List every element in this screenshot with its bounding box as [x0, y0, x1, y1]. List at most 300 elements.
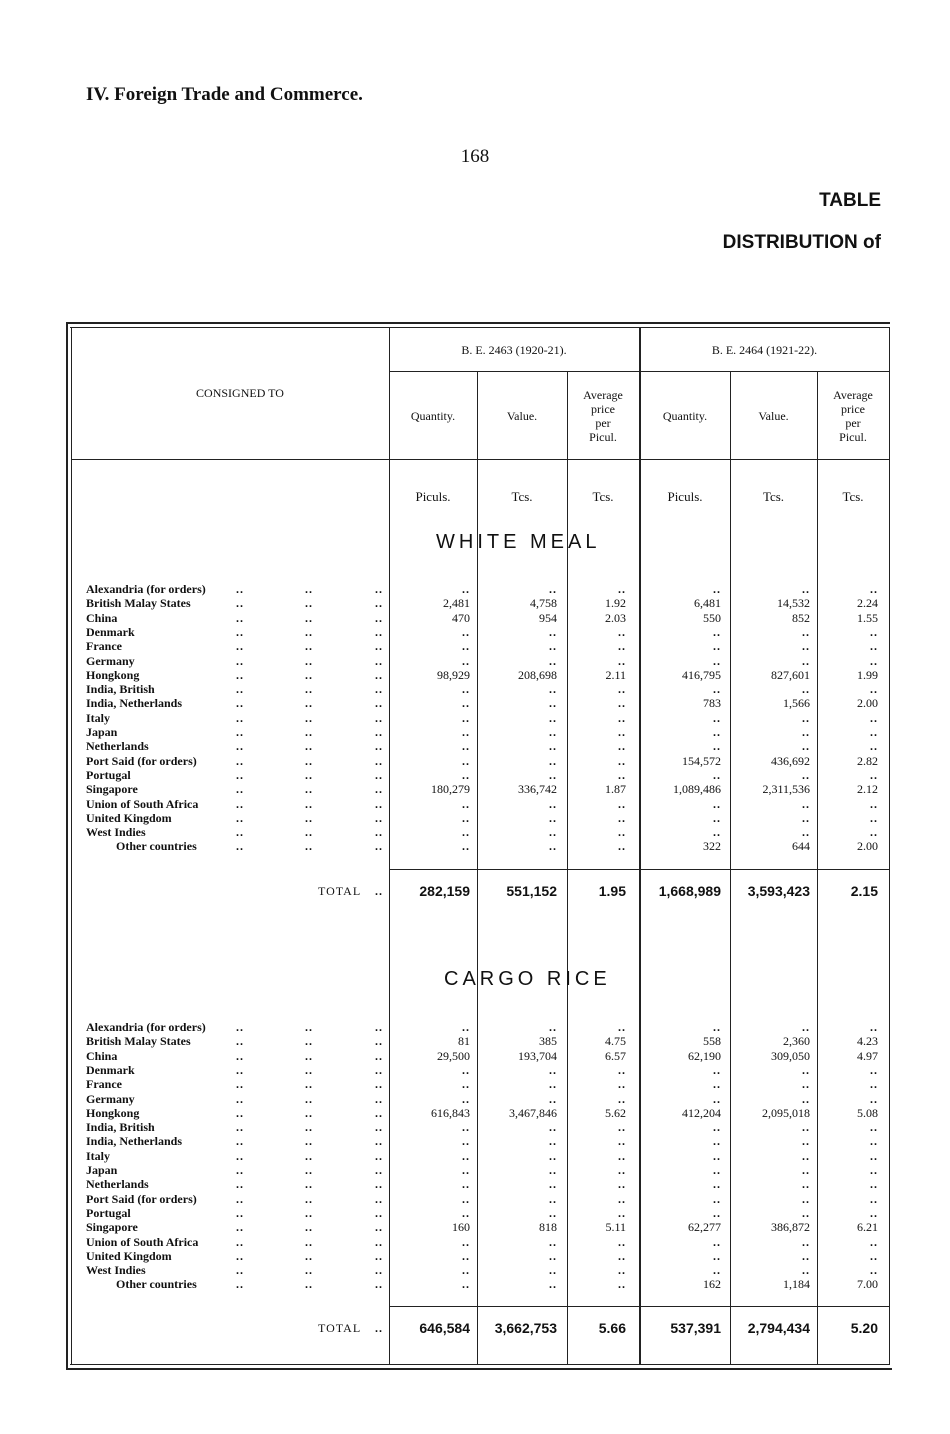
table-row — [0, 1206, 950, 1220]
country-name: India, Netherlands — [86, 1134, 183, 1149]
leader-dots: .. — [305, 1120, 313, 1135]
leader-dots: .. — [236, 696, 244, 711]
cell-v1: .. — [549, 796, 557, 811]
table-row — [0, 682, 950, 696]
cell-q2: 62,190 — [688, 1048, 721, 1063]
cell-v1: 954 — [539, 610, 557, 625]
cell-a1: .. — [618, 582, 626, 596]
cell-a1: .. — [618, 1191, 626, 1206]
cell-a1: .. — [618, 1091, 626, 1106]
leader-dots: .. — [375, 839, 383, 854]
cell-q2: .. — [713, 1177, 721, 1192]
leader-dots: .. — [305, 1105, 313, 1120]
leader-dots: .. — [305, 1191, 313, 1206]
cell-q2: .. — [713, 624, 721, 639]
table-row — [0, 1106, 950, 1120]
cell-a2: .. — [870, 1120, 878, 1135]
leader-dots: .. — [236, 1120, 244, 1135]
frame-top-rule — [66, 322, 890, 324]
leader-dots: .. — [305, 1020, 313, 1034]
country-name: Hongkong — [86, 667, 140, 682]
cell-q1: .. — [462, 825, 470, 840]
leader-dots: .. — [236, 767, 244, 782]
cell-q1: 2,481 — [443, 596, 470, 611]
cell-q2: .. — [713, 1062, 721, 1077]
total-v1: 551,152 — [506, 883, 557, 899]
leader-dots: .. — [375, 1248, 383, 1263]
leader-dots: .. — [305, 624, 313, 639]
cell-a2: .. — [870, 1077, 878, 1092]
cell-a1: .. — [618, 1020, 626, 1034]
leader-dots: .. — [305, 596, 313, 611]
cell-q1: .. — [462, 1248, 470, 1263]
cell-a2: .. — [870, 624, 878, 639]
cell-q2: 154,572 — [682, 753, 721, 768]
cell-v2: .. — [802, 639, 810, 654]
leader-dots: .. — [375, 1134, 383, 1149]
cell-v1: .. — [549, 1191, 557, 1206]
cell-q1: .. — [462, 753, 470, 768]
cell-v1: .. — [549, 753, 557, 768]
cell-a2: .. — [870, 739, 878, 754]
cell-a1: 2.11 — [605, 667, 626, 682]
table-row — [0, 725, 950, 739]
avg-header-line: Picul. — [589, 430, 617, 444]
cell-q1: .. — [462, 1234, 470, 1249]
unit-avg-1: Tcs. — [592, 489, 614, 504]
cell-q2: .. — [713, 1234, 721, 1249]
cell-a2: 7.00 — [857, 1277, 878, 1292]
cell-a1: .. — [618, 653, 626, 668]
table-row — [0, 668, 950, 682]
cell-a1: 6.57 — [605, 1048, 626, 1063]
leader-dots: .. — [236, 1020, 244, 1034]
table-row — [0, 582, 950, 596]
country-name: India, British — [86, 1120, 155, 1135]
cell-v1: .. — [549, 767, 557, 782]
cell-v2: .. — [802, 653, 810, 668]
cell-v1: .. — [549, 739, 557, 754]
table-row — [0, 1220, 950, 1234]
cell-q1: .. — [462, 1191, 470, 1206]
country-name: British Malay States — [86, 596, 191, 611]
cell-a1: 4.75 — [605, 1034, 626, 1049]
leader-dots: .. — [305, 582, 313, 596]
leader-dots: .. — [305, 710, 313, 725]
country-name: India, Netherlands — [86, 696, 183, 711]
leader-dots: .. — [236, 1263, 244, 1278]
leader-dots: .. — [305, 753, 313, 768]
cell-q1: .. — [462, 682, 470, 697]
leader-dots: .. — [236, 839, 244, 854]
leader-dots: .. — [375, 1062, 383, 1077]
cell-v1: .. — [549, 825, 557, 840]
cell-q1: 98,929 — [437, 667, 470, 682]
leader-dots: .. — [236, 610, 244, 625]
leader-dots: .. — [305, 1220, 313, 1235]
cell-q2: .. — [713, 1191, 721, 1206]
cell-v1: .. — [549, 810, 557, 825]
table-row — [0, 1249, 950, 1263]
leader-dots: .. — [375, 610, 383, 625]
leader-dots: .. — [305, 725, 313, 739]
cell-a2: .. — [870, 825, 878, 840]
cell-v1: .. — [549, 624, 557, 639]
cell-q1: .. — [462, 839, 470, 854]
country-name: Netherlands — [86, 739, 149, 754]
cell-q1: .. — [462, 1277, 470, 1292]
cell-a1: 1.87 — [605, 782, 626, 797]
cell-v2: .. — [802, 1263, 810, 1278]
cell-v2: .. — [802, 739, 810, 754]
table-row — [0, 1134, 950, 1148]
leader-dots: .. — [236, 582, 244, 596]
leader-dots: .. — [375, 1220, 383, 1235]
country-name: Italy — [86, 1148, 110, 1163]
total-label: TOTAL — [318, 1321, 362, 1335]
table-row — [0, 1092, 950, 1106]
table-row — [0, 1049, 950, 1063]
table-row — [0, 696, 950, 710]
leader-dots: .. — [236, 1220, 244, 1235]
cell-v1: .. — [549, 653, 557, 668]
cell-q1: .. — [462, 710, 470, 725]
total-a1: 1.95 — [598, 883, 626, 899]
cell-q1: .. — [462, 1177, 470, 1192]
country-name: Other countries — [116, 839, 197, 854]
avg-header-line: price — [841, 402, 865, 416]
cell-v2: 2,311,536 — [762, 782, 810, 797]
cell-q2: 550 — [703, 610, 721, 625]
leader-dots: .. — [375, 796, 383, 811]
leader-dots: .. — [305, 610, 313, 625]
table-row — [0, 782, 950, 796]
cell-q1: 470 — [452, 610, 470, 625]
cell-v2: .. — [802, 624, 810, 639]
cell-a1: .. — [618, 696, 626, 711]
cell-q2: 412,204 — [682, 1105, 721, 1120]
cell-v2: .. — [802, 725, 810, 739]
cell-a1: .. — [618, 624, 626, 639]
cell-q1: .. — [462, 1120, 470, 1135]
total-v2: 2,794,434 — [747, 1320, 810, 1336]
table-row — [0, 639, 950, 653]
cell-v1: .. — [549, 682, 557, 697]
cell-q2: 162 — [703, 1277, 721, 1292]
country-name: West Indies — [86, 1263, 146, 1278]
leader-dots: .. — [236, 810, 244, 825]
leader-dots: .. — [375, 1205, 383, 1220]
cell-v1: 818 — [539, 1220, 557, 1235]
cell-a2: .. — [870, 725, 878, 739]
total-v2: 3,593,423 — [747, 883, 810, 899]
cell-a1: 5.62 — [605, 1105, 626, 1120]
table-row — [0, 1034, 950, 1048]
leader-dots: .. — [236, 667, 244, 682]
cell-a1: .. — [618, 839, 626, 854]
country-name: India, British — [86, 682, 155, 697]
leader-dots: .. — [375, 1163, 383, 1177]
cell-q1: .. — [462, 725, 470, 739]
quantity-header-2: Quantity. — [662, 409, 708, 423]
cell-q1: .. — [462, 1077, 470, 1092]
cell-q1: .. — [462, 1263, 470, 1278]
unit-value-1: Tcs. — [511, 489, 533, 504]
leader-dots: .. — [305, 1177, 313, 1192]
country-name: Portugal — [86, 767, 131, 782]
country-name: Hongkong — [86, 1105, 140, 1120]
country-name: Alexandria (for orders) — [86, 582, 206, 596]
cell-a2: .. — [870, 1091, 878, 1106]
cell-v1: .. — [549, 1091, 557, 1106]
period-header-1: B. E. 2463 (1920-21). — [461, 343, 567, 357]
leader-dots: .. — [236, 1134, 244, 1149]
leader-dots: .. — [375, 753, 383, 768]
leader-dots: .. — [305, 1205, 313, 1220]
table-row — [0, 811, 950, 825]
table-row — [0, 654, 950, 668]
country-name: Singapore — [86, 782, 138, 797]
cell-a1: .. — [618, 810, 626, 825]
country-name: Germany — [86, 1091, 135, 1106]
table-row — [0, 797, 950, 811]
cell-v2: .. — [802, 1191, 810, 1206]
cell-v2: 852 — [792, 610, 810, 625]
cell-q2: 1,089,486 — [673, 782, 721, 797]
cell-q2: .. — [713, 582, 721, 596]
header-bottom-rule — [71, 459, 889, 460]
cell-q2: .. — [713, 682, 721, 697]
total-q2: 537,391 — [670, 1320, 721, 1336]
country-name: United Kingdom — [86, 1248, 172, 1263]
leader-dots: .. — [236, 1091, 244, 1106]
cell-v1: .. — [549, 696, 557, 711]
leader-dots: .. — [305, 1248, 313, 1263]
cell-a1: .. — [618, 1234, 626, 1249]
leader-dots: .. — [375, 1120, 383, 1135]
leader-dots: .. — [375, 653, 383, 668]
cell-q1: .. — [462, 696, 470, 711]
cell-v1: .. — [549, 1248, 557, 1263]
cell-v1: .. — [549, 1134, 557, 1149]
cell-v2: .. — [802, 796, 810, 811]
total-rule-cargo — [389, 1306, 889, 1307]
leader-dots: .. — [305, 1277, 313, 1292]
period-header-2: B. E. 2464 (1921-22). — [711, 343, 818, 357]
cell-a2: 1.55 — [857, 610, 878, 625]
cell-q2: .. — [713, 1020, 721, 1034]
cell-v2: .. — [802, 767, 810, 782]
leader-dots: .. — [375, 884, 383, 898]
value-header-1: Value. — [506, 409, 538, 423]
cell-a2: .. — [870, 653, 878, 668]
leader-dots: .. — [375, 667, 383, 682]
cell-v2: .. — [802, 1248, 810, 1263]
cell-a2: .. — [870, 639, 878, 654]
avg-header-line: Average — [583, 388, 623, 402]
cell-q1: 616,843 — [431, 1105, 470, 1120]
cell-a2: .. — [870, 682, 878, 697]
country-name: Port Said (for orders) — [86, 753, 197, 768]
leader-dots: .. — [236, 739, 244, 754]
avg-header-line: per — [845, 416, 861, 430]
cell-v2: .. — [802, 1177, 810, 1192]
cell-v2: .. — [802, 1062, 810, 1077]
leader-dots: .. — [305, 782, 313, 797]
leader-dots: .. — [375, 596, 383, 611]
cell-a1: .. — [618, 1277, 626, 1292]
leader-dots: .. — [236, 624, 244, 639]
leader-dots: .. — [236, 1234, 244, 1249]
cell-a1: .. — [618, 825, 626, 840]
cell-v1: .. — [549, 1163, 557, 1177]
total-q2: 1,668,989 — [658, 883, 721, 899]
leader-dots: .. — [305, 1062, 313, 1077]
avg-header-line: price — [591, 402, 615, 416]
cell-q1: .. — [462, 1148, 470, 1163]
leader-dots: .. — [236, 1177, 244, 1192]
cell-a2: 2.00 — [857, 839, 878, 854]
table-row — [0, 1077, 950, 1091]
cell-v1: 208,698 — [518, 667, 557, 682]
total-label: TOTAL — [318, 884, 362, 898]
cell-a2: .. — [870, 796, 878, 811]
cell-v2: .. — [802, 1148, 810, 1163]
leader-dots: .. — [305, 839, 313, 854]
leader-dots: .. — [236, 639, 244, 654]
cell-v2: 2,095,018 — [762, 1105, 810, 1120]
table-row — [0, 1149, 950, 1163]
country-name: Japan — [86, 1163, 118, 1177]
cell-q2: 558 — [703, 1034, 721, 1049]
cell-v1: .. — [549, 1020, 557, 1034]
country-name: Netherlands — [86, 1177, 149, 1192]
cell-q2: 6,481 — [694, 596, 721, 611]
leader-dots: .. — [305, 825, 313, 840]
cell-a1: 1.92 — [605, 596, 626, 611]
cell-v1: .. — [549, 710, 557, 725]
leader-dots: .. — [305, 1091, 313, 1106]
page-number: 168 — [460, 146, 490, 167]
cell-v1: .. — [549, 725, 557, 739]
cell-a1: .. — [618, 682, 626, 697]
period-header-rule — [389, 371, 889, 372]
total-q1: 646,584 — [419, 1320, 470, 1336]
total-a2: 2.15 — [850, 883, 878, 899]
cell-a2: .. — [870, 1205, 878, 1220]
country-name: Other countries — [116, 1277, 197, 1292]
cell-a2: 2.00 — [857, 696, 878, 711]
avg-header-line: Average — [833, 388, 873, 402]
cell-v1: .. — [549, 1277, 557, 1292]
cell-a1: 2.03 — [605, 610, 626, 625]
frame-bottom-rule — [66, 1368, 892, 1370]
table-row — [0, 611, 950, 625]
country-name: Union of South Africa — [86, 796, 199, 811]
leader-dots: .. — [305, 1077, 313, 1092]
table-row — [0, 625, 950, 639]
cell-q2: .. — [713, 1077, 721, 1092]
leader-dots: .. — [375, 1148, 383, 1163]
cell-q2: 416,795 — [682, 667, 721, 682]
country-name: Germany — [86, 653, 135, 668]
table-row — [0, 1192, 950, 1206]
cell-a1: .. — [618, 1177, 626, 1192]
cell-v2: .. — [802, 682, 810, 697]
cell-q1: .. — [462, 1134, 470, 1149]
table-row — [0, 1263, 950, 1277]
cell-v2: .. — [802, 1120, 810, 1135]
cell-q2: .. — [713, 1148, 721, 1163]
leader-dots: .. — [236, 1191, 244, 1206]
table-row — [0, 739, 950, 753]
total-row — [0, 883, 950, 903]
leader-dots: .. — [236, 1205, 244, 1220]
country-name: United Kingdom — [86, 810, 172, 825]
avg-price-header-1 — [567, 388, 639, 444]
leader-dots: .. — [236, 725, 244, 739]
cell-q1: .. — [462, 582, 470, 596]
cell-a2: .. — [870, 710, 878, 725]
cell-q1: 160 — [452, 1220, 470, 1235]
total-rule-white — [389, 869, 889, 870]
cell-a2: 4.23 — [857, 1034, 878, 1049]
leader-dots: .. — [375, 1263, 383, 1278]
cell-v1: .. — [549, 1234, 557, 1249]
table-row — [0, 1235, 950, 1249]
cell-q2: .. — [713, 796, 721, 811]
unit-value-2: Tcs. — [762, 489, 785, 504]
cell-a2: .. — [870, 1191, 878, 1206]
leader-dots: .. — [236, 1277, 244, 1292]
cell-v2: 14,532 — [777, 596, 810, 611]
table-row — [0, 1163, 950, 1177]
cell-q2: 62,277 — [688, 1220, 721, 1235]
leader-dots: .. — [305, 1048, 313, 1063]
cell-v1: .. — [549, 839, 557, 854]
country-name: China — [86, 1048, 118, 1063]
cell-v1: 193,704 — [518, 1048, 557, 1063]
cell-q2: .. — [713, 1134, 721, 1149]
cell-v1: .. — [549, 1077, 557, 1092]
leader-dots: .. — [375, 1105, 383, 1120]
leader-dots: .. — [305, 639, 313, 654]
cell-v1: .. — [549, 639, 557, 654]
cell-v2: .. — [802, 1077, 810, 1092]
cell-a1: .. — [618, 1148, 626, 1163]
leader-dots: .. — [305, 739, 313, 754]
leader-dots: .. — [375, 1234, 383, 1249]
leader-dots: .. — [236, 1034, 244, 1049]
frame-top-rule-inner — [70, 327, 890, 328]
cell-q1: .. — [462, 796, 470, 811]
cell-v1: .. — [549, 1120, 557, 1135]
country-name: Singapore — [86, 1220, 138, 1235]
cell-a1: .. — [618, 639, 626, 654]
cell-q1: 29,500 — [437, 1048, 470, 1063]
leader-dots: .. — [236, 1105, 244, 1120]
leader-dots: .. — [305, 1148, 313, 1163]
cell-v2: .. — [802, 1163, 810, 1177]
cell-a2: .. — [870, 810, 878, 825]
cell-a2: 2.24 — [857, 596, 878, 611]
table-title: TABLE — [819, 190, 881, 211]
cell-q1: .. — [462, 1163, 470, 1177]
cell-v1: 385 — [539, 1034, 557, 1049]
table-row — [0, 1277, 950, 1291]
leader-dots: .. — [236, 1062, 244, 1077]
leader-dots: .. — [236, 653, 244, 668]
